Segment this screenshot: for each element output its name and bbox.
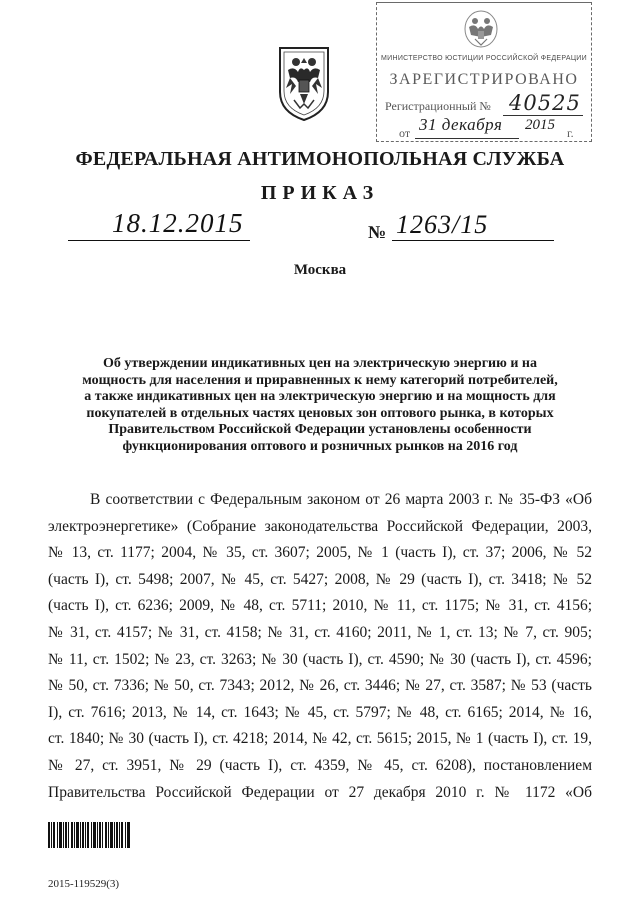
body-line: ст. 1840; № 30 (часть I), ст. 4218; 2014, № 42, ст. 5615; 2015, № 1 (часть I), ст. 19, [48,730,592,748]
subject-line: мощность для населения и приравненных к нему категорий потребителей, [82,372,558,388]
stamp-ministry-text: МИНИСТЕРСТВО ЮСТИЦИИ РОССИЙСКОЙ ФЕДЕРАЦИИ [381,55,587,62]
stamp-regno-label: Регистрационный № [385,99,491,113]
body-line: № 13, ст. 1177; 2004, № 35, ст. 3607; 2005, № 1 (часть I), ст. 37; 2006, № 52 [48,544,592,562]
body-line: № 11, ст. 1502; № 23, ст. 3263; № 30 (часть I), ст. 4590; № 30 (часть I), ст. 4596; [48,650,592,668]
order-date-underline [68,240,250,241]
body-line: (часть I), ст. 6236; 2009, № 48, ст. 5711; 2010, № 11, ст. 1175; № 31, ст. 4156; [48,597,592,615]
order-number-underline [392,240,554,241]
stamp-year-suffix: г. [567,126,574,140]
stamp-emblem-icon [463,9,499,49]
subject-line: а также индикативных цен на электрическую энергию и на мощность для [84,389,556,404]
coat-of-arms-icon [276,44,332,122]
body-line: Правительства Российской Федерации от 27 декабря 2010 г. № 1172 «Об [48,783,592,801]
stamp-date-handwritten: 31 декабря [419,115,503,134]
subject-line: Об утверждении индикативных цен на электрическую энергию и на [103,356,537,371]
subject-line: функционирования оптового и розничных рынков на 2016 год [122,438,518,454]
stamp-registered-text: ЗАРЕГИСТРИРОВАНО [389,71,579,88]
order-body [48,487,592,806]
stamp-regno-underline [503,115,583,116]
body-line: I), ст. 7616; 2013, № 14, ст. 1643; № 45, ст. 5797; № 48, ст. 6165; 2014, № 16, [48,703,592,721]
city-name: Москва [293,262,347,278]
registration-stamp [376,2,592,142]
order-title: ПРИКАЗ [260,182,380,204]
order-date-handwritten: 18.12.2015 [112,208,244,238]
stamp-from-label: от [399,126,411,140]
stamp-date-underline [415,138,519,139]
agency-title: ФЕДЕРАЛЬНАЯ АНТИМОНОПОЛЬНАЯ СЛУЖБА [75,148,565,170]
stamp-year: 2015 [525,117,555,133]
body-line: (часть I), ст. 5498; 2007, № 45, ст. 5427; 2008, № 29 (часть I), ст. 3418; № 52 [48,570,592,588]
body-line: № 31, ст. 4157; № 31, ст. 4158; № 31, ст. 4160; 2011, № 1, ст. 13; № 7, ст. 905; [48,623,592,641]
order-number-handwritten: 1263/15 [396,210,489,239]
barcode-icon [48,822,130,848]
body-line: В соответствии с Федеральным законом от 26 марта 2003 г. № 35-ФЗ «Об [90,491,592,508]
order-subject [60,356,580,455]
order-number-sign: № [368,222,387,242]
document-code: 2015-119529(3) [48,878,120,890]
subject-line: покупателей в отдельных частях ценовых зон оптового рынка, в которых [86,405,554,421]
body-line: № 27, ст. 3951, № 29 (часть I), ст. 4359, № 45, ст. 6208), постановлением [48,756,592,774]
body-line: № 50, ст. 7336; № 50, ст. 7343; 2012, № 26, ст. 3446; № 27, ст. 3587; № 53 (часть [48,677,592,695]
stamp-regno-value: 40525 [509,91,581,115]
subject-line: Правительством Российской Федерации установлены особенности [108,422,532,437]
body-line: электроэнергетике» (Собрание законодательства Российской Федерации, 2003, [48,517,592,535]
